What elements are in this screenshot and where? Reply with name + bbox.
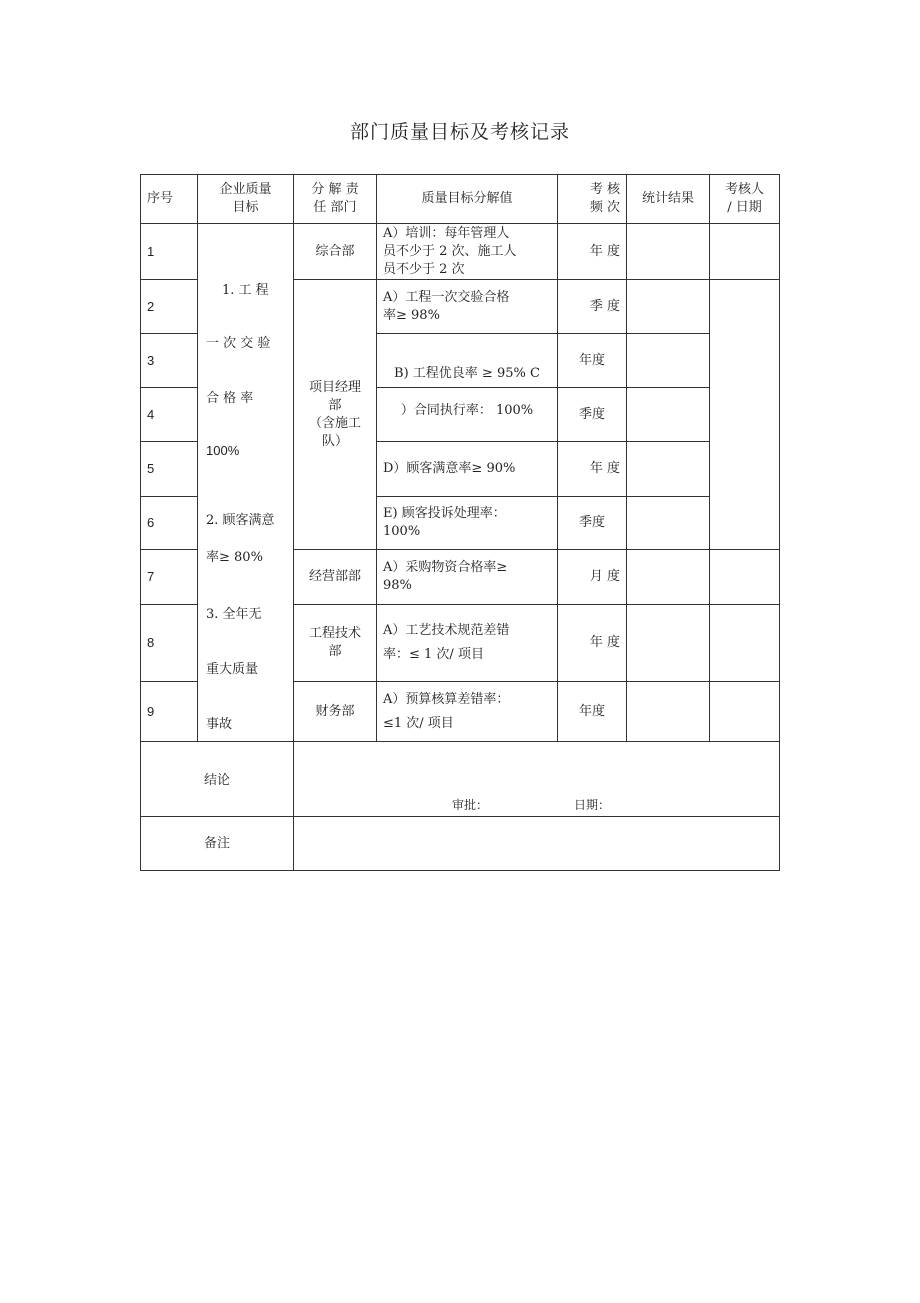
header-target: 质量目标分解值	[377, 175, 558, 224]
row-assessor-input[interactable]	[710, 550, 780, 605]
row-frequency: 季度	[558, 388, 627, 442]
project-dept-cell: 项目经理 部 （含施工 队）	[294, 280, 377, 550]
row-seq: 4	[141, 388, 198, 442]
row-seq: 1	[141, 224, 198, 280]
row-target: A）工程一次交验合格 率≥ 98%	[377, 280, 558, 334]
row-target: B) 工程优良率 ≥ 95% C	[377, 334, 558, 388]
row-frequency: 年度	[558, 334, 627, 388]
row-dept: 经营部部	[294, 550, 377, 605]
row-dept: 工程技术 部	[294, 605, 377, 682]
table-row	[141, 224, 780, 280]
header-row	[141, 175, 780, 224]
header-seq: 序号	[141, 175, 198, 224]
header-dept: 分 解 责 任 部门	[294, 175, 377, 224]
row-frequency: 年 度	[558, 442, 627, 497]
remarks-field[interactable]	[294, 817, 780, 871]
row-frequency: 季 度	[558, 280, 627, 334]
date-label: 日期：	[574, 798, 611, 812]
row-assessor-input[interactable]	[710, 280, 780, 550]
row-result-input[interactable]	[627, 497, 710, 550]
row-target: A）预算核算差错率： ≤1 次/ 项目	[377, 682, 558, 742]
row-target: D）顾客满意率≥ 90%	[377, 442, 558, 497]
header-enterprise-goal: 企业质量 目标	[198, 175, 294, 224]
header-assessor: 考核人 / 日期	[710, 175, 780, 224]
row-frequency: 季度	[558, 497, 627, 550]
row-dept: 综合部	[294, 224, 377, 280]
page-title: 部门质量目标及考核记录	[349, 121, 570, 143]
conclusion-field[interactable]	[294, 742, 780, 817]
row-target: A）培训：每年管理人 员不少于 2 次、施工人 员不少于 2 次	[377, 224, 558, 280]
remarks-row	[141, 817, 780, 871]
row-seq: 3	[141, 334, 198, 388]
conclusion-row	[141, 742, 780, 817]
row-seq: 2	[141, 280, 198, 334]
row-frequency: 年 度	[558, 224, 627, 280]
row-frequency: 月 度	[558, 550, 627, 605]
row-seq: 8	[141, 605, 198, 682]
row-target: E) 顾客投诉处理率： 100%	[377, 497, 558, 550]
row-seq: 7	[141, 550, 198, 605]
assessment-table	[140, 174, 780, 871]
row-assessor-input[interactable]	[710, 682, 780, 742]
row-frequency: 年 度	[558, 605, 627, 682]
row-result-input[interactable]	[627, 442, 710, 497]
conclusion-label: 结论	[141, 742, 294, 817]
row-seq: 5	[141, 442, 198, 497]
row-result-input[interactable]	[627, 334, 710, 388]
row-result-input[interactable]	[627, 280, 710, 334]
row-dept: 财务部	[294, 682, 377, 742]
row-target: ）合同执行率： 100%	[377, 388, 558, 442]
enterprise-goal-cell: 1. 工 程 一 次 交 验 合 格 率 100% 2. 顾客满意 率≥ 80% 3. 全年无 重大质量 事故	[198, 224, 294, 742]
row-assessor-input[interactable]	[710, 224, 780, 280]
row-target: A）采购物资合格率≥ 98%	[377, 550, 558, 605]
row-result-input[interactable]	[627, 388, 710, 442]
row-frequency: 年度	[558, 682, 627, 742]
row-target: A）工艺技术规范差错 率：≤ 1 次/ 项目	[377, 605, 558, 682]
row-result-input[interactable]	[627, 682, 710, 742]
row-result-input[interactable]	[627, 605, 710, 682]
row-seq: 6	[141, 497, 198, 550]
row-result-input[interactable]	[627, 550, 710, 605]
row-result-input[interactable]	[627, 224, 710, 280]
header-result: 统计结果	[627, 175, 710, 224]
row-assessor-input[interactable]	[710, 605, 780, 682]
remarks-label: 备注	[141, 817, 294, 871]
approve-label: 审批：	[452, 798, 489, 812]
row-seq: 9	[141, 682, 198, 742]
header-frequency: 考 核 频 次	[558, 175, 627, 224]
